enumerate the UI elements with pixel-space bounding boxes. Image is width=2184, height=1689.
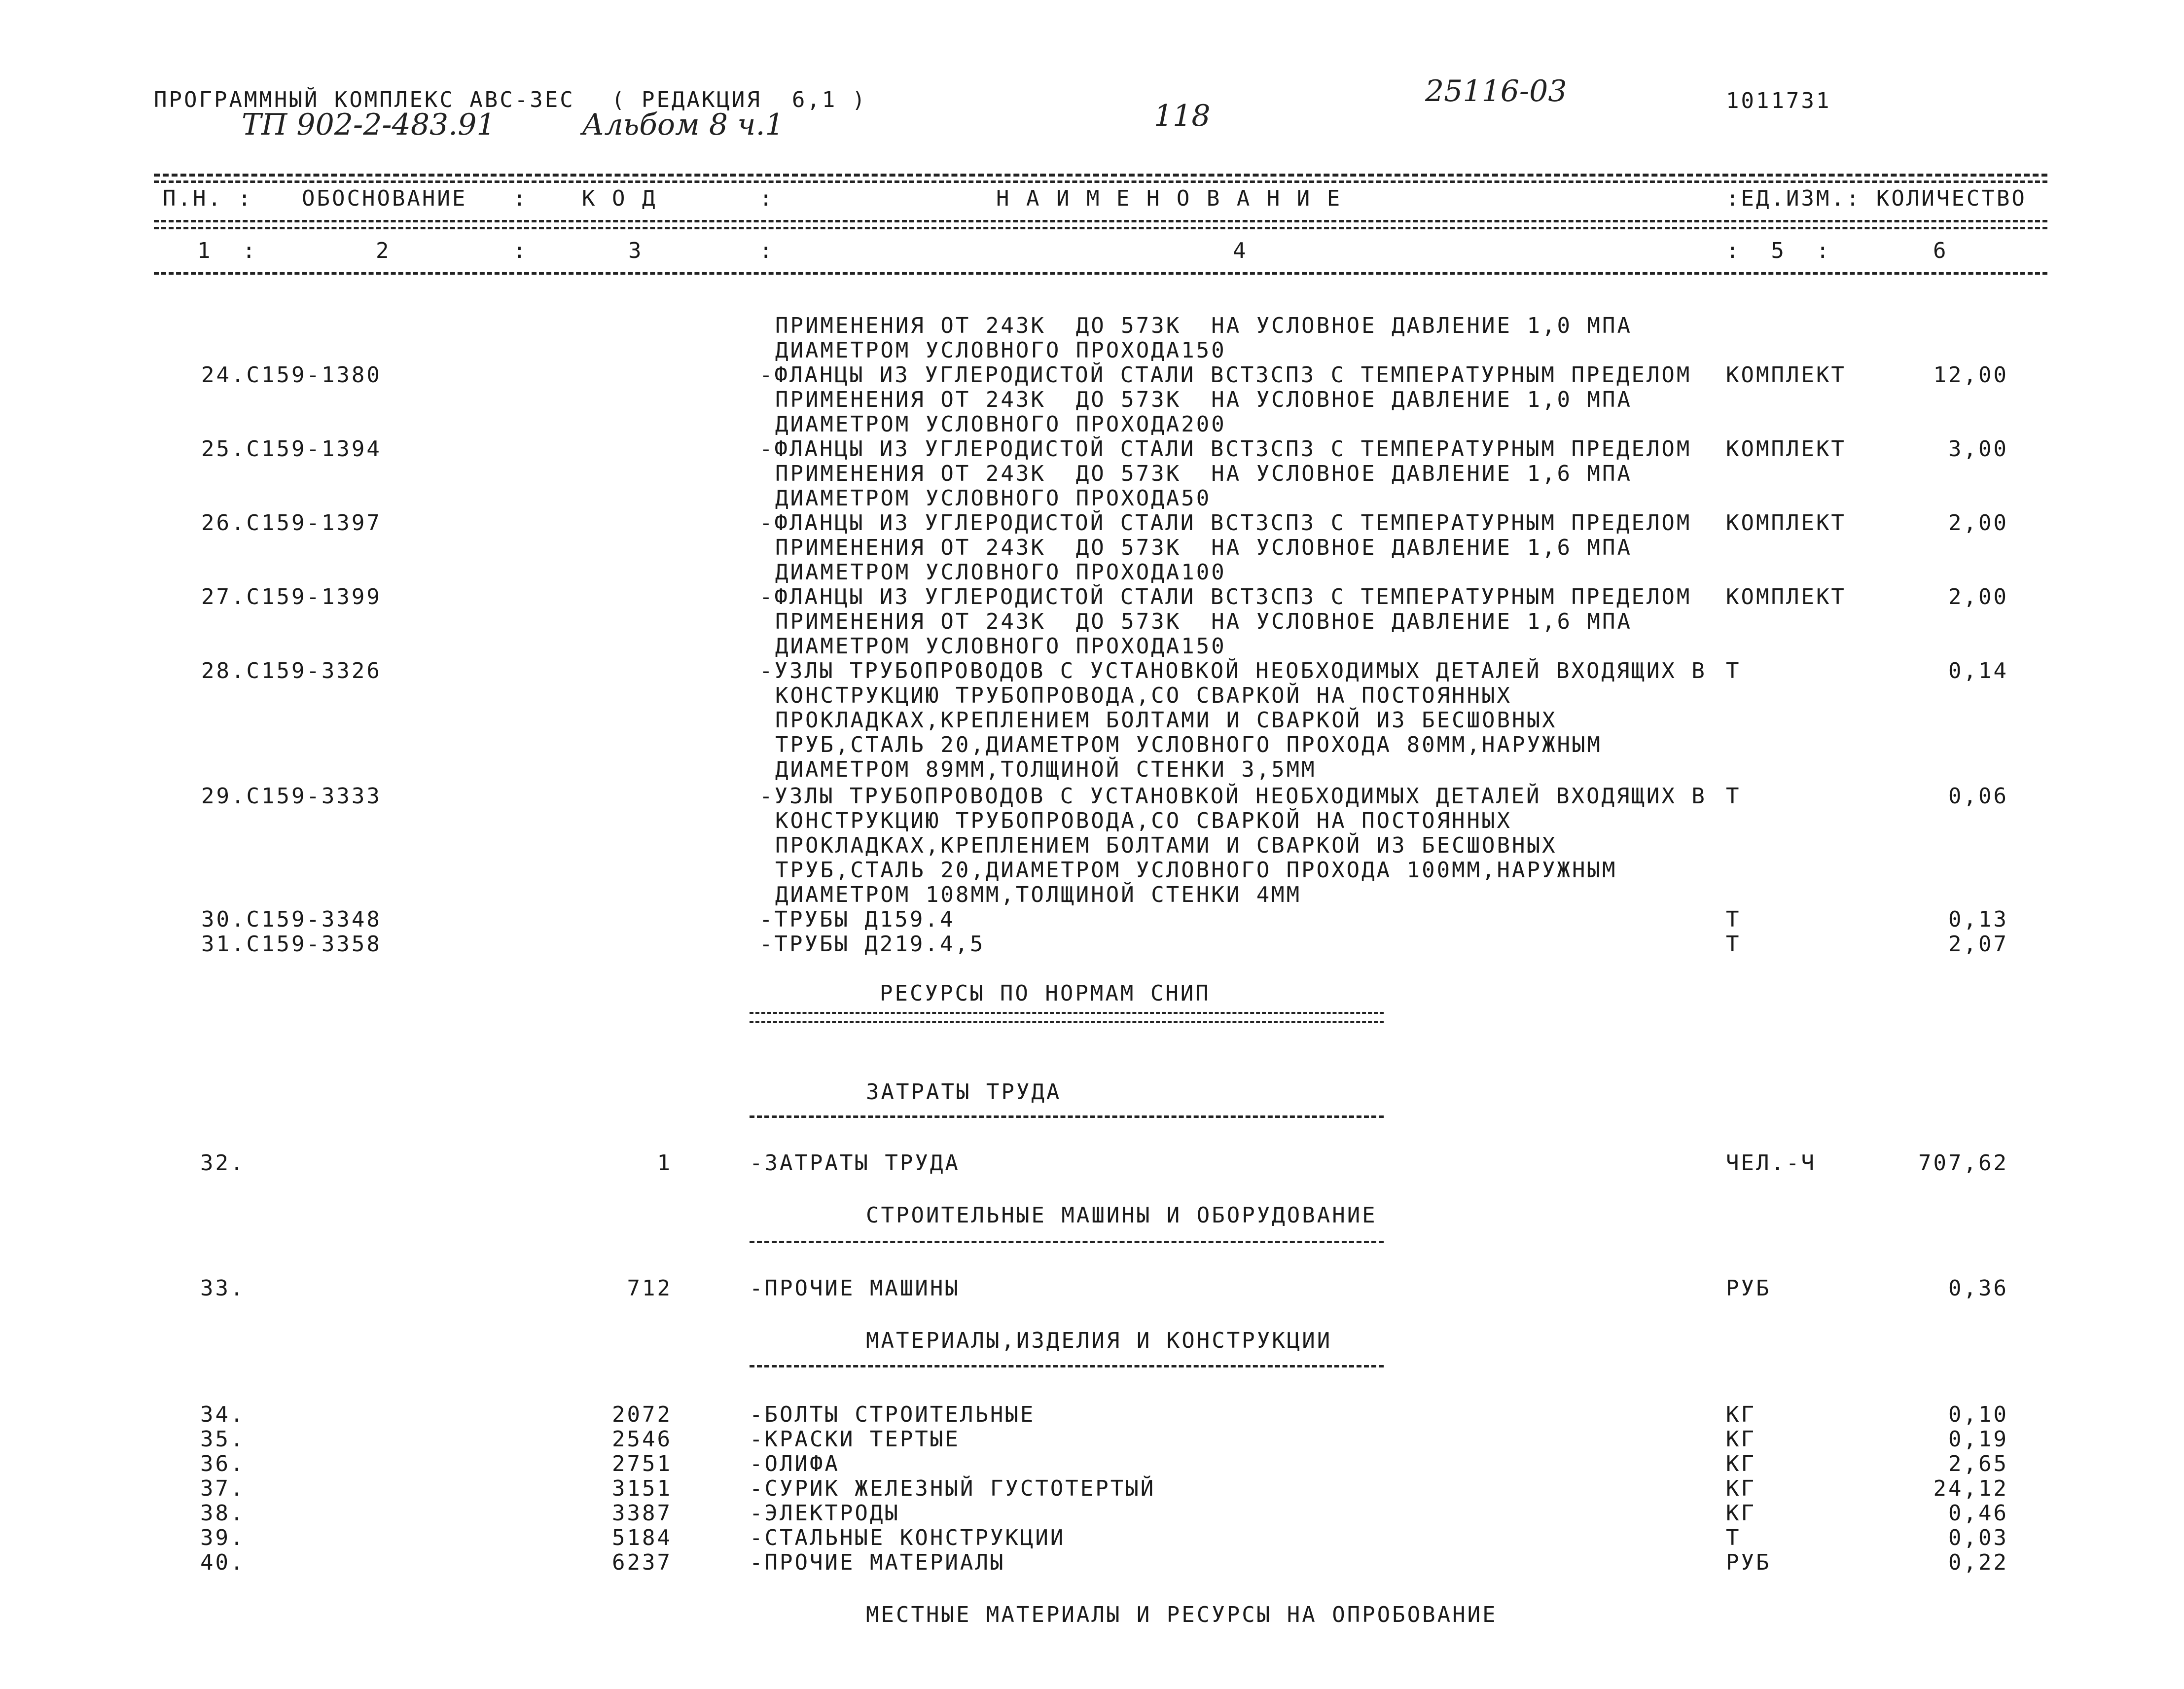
handwritten-album: Альбом 8 ч.1: [582, 108, 784, 142]
material-row-unit: КГ: [1726, 1451, 1756, 1476]
labor-row-unit: ЧЕЛ.-Ч: [1726, 1150, 1816, 1176]
row-number: 29.С159-3333: [201, 784, 382, 809]
col-number-2: 2: [376, 238, 391, 263]
row-name-cont: ДИАМЕТРОМ 89ММ,ТОЛЩИНОЙ СТЕНКИ 3,5ММ: [775, 757, 1317, 782]
col-header-sep-3: :: [759, 186, 775, 211]
row-unit: КОМПЛЕКТ: [1726, 584, 1846, 610]
row-name: -УЗЛЫ ТРУБОПРОВОДОВ С УСТАНОВКОЙ НЕОБХОДИМЫХ ДЕТАЛЕЙ ВХОДЯЩИХ В: [759, 658, 1707, 683]
material-row-code: 6237: [612, 1550, 672, 1575]
col-header-pn: П.Н. :: [163, 186, 253, 211]
machine-row-code: 712: [627, 1276, 672, 1301]
row-name: -ФЛАНЦЫ ИЗ УГЛЕРОДИСТОЙ СТАЛИ ВСТ3СП3 С ТЕМПЕРАТУРНЫМ ПРЕДЕЛОМ: [759, 436, 1692, 462]
machine-row-quantity: 0,36: [1948, 1276, 2008, 1301]
material-row-number: 40.: [200, 1550, 246, 1575]
material-row-number: 39.: [200, 1525, 246, 1550]
row-number: 25.С159-1394: [201, 436, 382, 462]
section-heading-local: МЕСТНЫЕ МАТЕРИАЛЫ И РЕСУРСЫ НА ОПРОБОВАНИЕ: [866, 1602, 1498, 1627]
row-name-cont: ДИАМЕТРОМ УСЛОВНОГО ПРОХОДА50: [775, 486, 1212, 511]
section-heading-materials: МАТЕРИАЛЫ,ИЗДЕЛИЯ И КОНСТРУКЦИИ: [866, 1328, 1332, 1353]
row-quantity: 12,00: [1933, 362, 2008, 388]
material-row-quantity: 0,10: [1948, 1402, 2008, 1427]
row-number: 30.С159-3348: [201, 907, 382, 932]
edition-label: ( РЕДАКЦИЯ 6,1 ): [611, 87, 867, 112]
row-name-cont: ДИАМЕТРОМ УСЛОВНОГО ПРОХОДА200: [775, 412, 1226, 437]
handwritten-project: ТП 902-2-483.91: [242, 108, 496, 142]
row-name-cont: ДИАМЕТРОМ 108ММ,ТОЛЩИНОЙ СТЕНКИ 4ММ: [775, 882, 1302, 907]
row-unit: Т: [1726, 658, 1741, 683]
material-row-name: -СУРИК ЖЕЛЕЗНЫЙ ГУСТОТЕРТЫЙ: [750, 1476, 1156, 1501]
row-name-cont: ПРОКЛАДКАХ,КРЕПЛЕНИЕМ БОЛТАМИ И СВАРКОЙ ИЗ БЕСШОВНЫХ: [775, 833, 1557, 858]
material-row-code: 3387: [612, 1501, 672, 1526]
material-row-number: 37.: [200, 1476, 246, 1501]
section-rule: [750, 1241, 1384, 1243]
material-row-unit: КГ: [1726, 1402, 1756, 1427]
material-row-unit: Т: [1726, 1525, 1741, 1550]
row-unit: КОМПЛЕКТ: [1726, 510, 1846, 536]
material-row-name: -ЭЛЕКТРОДЫ: [750, 1501, 900, 1526]
row-unit: Т: [1726, 784, 1741, 809]
material-row-quantity: 0,19: [1948, 1427, 2008, 1452]
material-row-code: 5184: [612, 1525, 672, 1550]
material-row-quantity: 0,03: [1948, 1525, 2008, 1550]
header-rule-mid: [154, 220, 2047, 222]
handwritten-code: 25116-03: [1425, 74, 1567, 108]
row-name-cont: КОНСТРУКЦИЮ ТРУБОПРОВОДА,СО СВАРКОЙ НА ПОСТОЯННЫХ: [775, 683, 1512, 708]
continuation-line: ДИАМЕТРОМ УСЛОВНОГО ПРОХОДА150: [775, 338, 1226, 363]
col-header-basis: ОБОСНОВАНИЕ: [302, 186, 467, 211]
col-header-code: К О Д: [582, 186, 657, 211]
material-row-code: 2546: [612, 1427, 672, 1452]
col-number-1: 1 :: [197, 238, 257, 263]
labor-row-number: 32.: [200, 1150, 246, 1176]
continuation-line: ПРИМЕНЕНИЯ ОТ 243К ДО 573К НА УСЛОВНОЕ ДАВЛЕНИЕ 1,0 МПА: [775, 313, 1632, 338]
material-row-number: 38.: [200, 1501, 246, 1526]
section-rule: [750, 1115, 1384, 1118]
labor-row-code: 1: [657, 1150, 672, 1176]
row-name-cont: ПРИМЕНЕНИЯ ОТ 243К ДО 573К НА УСЛОВНОЕ ДАВЛЕНИЕ 1,0 МПА: [775, 387, 1632, 412]
row-quantity: 3,00: [1948, 436, 2008, 462]
section-heading-labor: ЗАТРАТЫ ТРУДА: [866, 1079, 1062, 1105]
material-row-code: 2072: [612, 1402, 672, 1427]
row-quantity: 0,13: [1948, 907, 2008, 932]
material-row-unit: КГ: [1726, 1501, 1756, 1526]
row-name: -ФЛАНЦЫ ИЗ УГЛЕРОДИСТОЙ СТАЛИ ВСТ3СП3 С ТЕМПЕРАТУРНЫМ ПРЕДЕЛОМ: [759, 510, 1692, 536]
row-unit: Т: [1726, 932, 1741, 957]
col-header-name: Н А И М Е Н О В А Н И Е: [996, 186, 1342, 211]
material-row-number: 36.: [200, 1451, 246, 1476]
header-rule-mid-2: [154, 227, 2047, 229]
section-rule: [750, 1365, 1384, 1367]
machine-row-unit: РУБ: [1726, 1276, 1771, 1301]
row-name-cont: ПРИМЕНЕНИЯ ОТ 243К ДО 573К НА УСЛОВНОЕ ДАВЛЕНИЕ 1,6 МПА: [775, 609, 1632, 634]
program-title: ПРОГРАММНЫЙ КОМПЛЕКС АВС-3ЕС: [154, 87, 575, 112]
row-unit: КОМПЛЕКТ: [1726, 436, 1846, 462]
material-row-name: -ОЛИФА: [750, 1451, 840, 1476]
labor-row-quantity: 707,62: [1918, 1150, 2008, 1176]
labor-row-name: -ЗАТРАТЫ ТРУДА: [750, 1150, 960, 1176]
row-name: -УЗЛЫ ТРУБОПРОВОДОВ С УСТАНОВКОЙ НЕОБХОДИМЫХ ДЕТАЛЕЙ ВХОДЯЩИХ В: [759, 784, 1707, 809]
row-number: 31.С159-3358: [201, 932, 382, 957]
col-header-sep-2: :: [513, 186, 528, 211]
row-quantity: 2,07: [1948, 932, 2008, 957]
material-row-name: -СТАЛЬНЫЕ КОНСТРУКЦИИ: [750, 1525, 1066, 1550]
handwritten-page-number: 118: [1154, 99, 1211, 133]
header-rule-top-2: [154, 180, 2047, 183]
row-number: 28.С159-3326: [201, 658, 382, 683]
section-double-rule: [750, 1012, 1384, 1023]
row-number: 24.С159-1380: [201, 362, 382, 388]
row-name: -ФЛАНЦЫ ИЗ УГЛЕРОДИСТОЙ СТАЛИ ВСТ3СП3 С ТЕМПЕРАТУРНЫМ ПРЕДЕЛОМ: [759, 362, 1692, 388]
material-row-quantity: 2,65: [1948, 1451, 2008, 1476]
header-rule-top: [154, 174, 2047, 177]
material-row-quantity: 24,12: [1933, 1476, 2008, 1501]
material-row-name: -КРАСКИ ТЕРТЫЕ: [750, 1427, 960, 1452]
material-row-quantity: 0,22: [1948, 1550, 2008, 1575]
document-number: 1011731: [1726, 88, 1831, 113]
row-name-cont: ДИАМЕТРОМ УСЛОВНОГО ПРОХОДА100: [775, 560, 1226, 585]
row-quantity: 0,14: [1948, 658, 2008, 683]
row-name-cont: ПРОКЛАДКАХ,КРЕПЛЕНИЕМ БОЛТАМИ И СВАРКОЙ ИЗ БЕСШОВНЫХ: [775, 708, 1557, 733]
row-name-cont: ТРУБ,СТАЛЬ 20,ДИАМЕТРОМ УСЛОВНОГО ПРОХОДА 100ММ,НАРУЖНЫМ: [775, 858, 1617, 883]
row-number: 26.С159-1397: [201, 510, 382, 536]
row-unit: Т: [1726, 907, 1741, 932]
col-number-3: 3: [628, 238, 644, 263]
material-row-unit: КГ: [1726, 1427, 1756, 1452]
machine-row-number: 33.: [200, 1276, 246, 1301]
col-number-sep-2: :: [513, 238, 528, 263]
col-number-6: 6: [1933, 238, 1948, 263]
row-name-cont: ПРИМЕНЕНИЯ ОТ 243К ДО 573К НА УСЛОВНОЕ ДАВЛЕНИЕ 1,6 МПА: [775, 535, 1632, 560]
row-unit: КОМПЛЕКТ: [1726, 362, 1846, 388]
material-row-name: -БОЛТЫ СТРОИТЕЛЬНЫЕ: [750, 1402, 1036, 1427]
header-rule-bottom: [154, 272, 2047, 275]
row-quantity: 2,00: [1948, 510, 2008, 536]
row-number: 27.С159-1399: [201, 584, 382, 610]
col-number-5: : 5 :: [1726, 238, 1831, 263]
material-row-unit: РУБ: [1726, 1550, 1771, 1575]
col-number-4: 4: [1233, 238, 1248, 263]
row-quantity: 2,00: [1948, 584, 2008, 610]
row-name-cont: ТРУБ,СТАЛЬ 20,ДИАМЕТРОМ УСЛОВНОГО ПРОХОДА 80ММ,НАРУЖНЫМ: [775, 732, 1602, 757]
col-header-unit-qty: :ЕД.ИЗМ.: КОЛИЧЕСТВО: [1726, 186, 2027, 211]
material-row-code: 3151: [612, 1476, 672, 1501]
row-name: -ТРУБЫ Д159.4: [759, 907, 955, 932]
material-row-unit: КГ: [1726, 1476, 1756, 1501]
section-heading-machines: СТРОИТЕЛЬНЫЕ МАШИНЫ И ОБОРУДОВАНИЕ: [866, 1203, 1377, 1228]
material-row-name: -ПРОЧИЕ МАТЕРИАЛЫ: [750, 1550, 1005, 1575]
material-row-number: 34.: [200, 1402, 246, 1427]
machine-row-name: -ПРОЧИЕ МАШИНЫ: [750, 1276, 960, 1301]
row-name-cont: ДИАМЕТРОМ УСЛОВНОГО ПРОХОДА150: [775, 634, 1226, 659]
row-name-cont: КОНСТРУКЦИЮ ТРУБОПРОВОДА,СО СВАРКОЙ НА ПОСТОЯННЫХ: [775, 808, 1512, 833]
row-name: -ТРУБЫ Д219.4,5: [759, 932, 985, 957]
section-heading-resources: РЕСУРСЫ ПО НОРМАМ СНИП: [880, 981, 1211, 1006]
material-row-code: 2751: [612, 1451, 672, 1476]
col-number-sep-3: :: [759, 238, 775, 263]
row-name-cont: ПРИМЕНЕНИЯ ОТ 243К ДО 573К НА УСЛОВНОЕ ДАВЛЕНИЕ 1,6 МПА: [775, 461, 1632, 486]
row-name: -ФЛАНЦЫ ИЗ УГЛЕРОДИСТОЙ СТАЛИ ВСТ3СП3 С ТЕМПЕРАТУРНЫМ ПРЕДЕЛОМ: [759, 584, 1692, 610]
material-row-number: 35.: [200, 1427, 246, 1452]
row-quantity: 0,06: [1948, 784, 2008, 809]
material-row-quantity: 0,46: [1948, 1501, 2008, 1526]
